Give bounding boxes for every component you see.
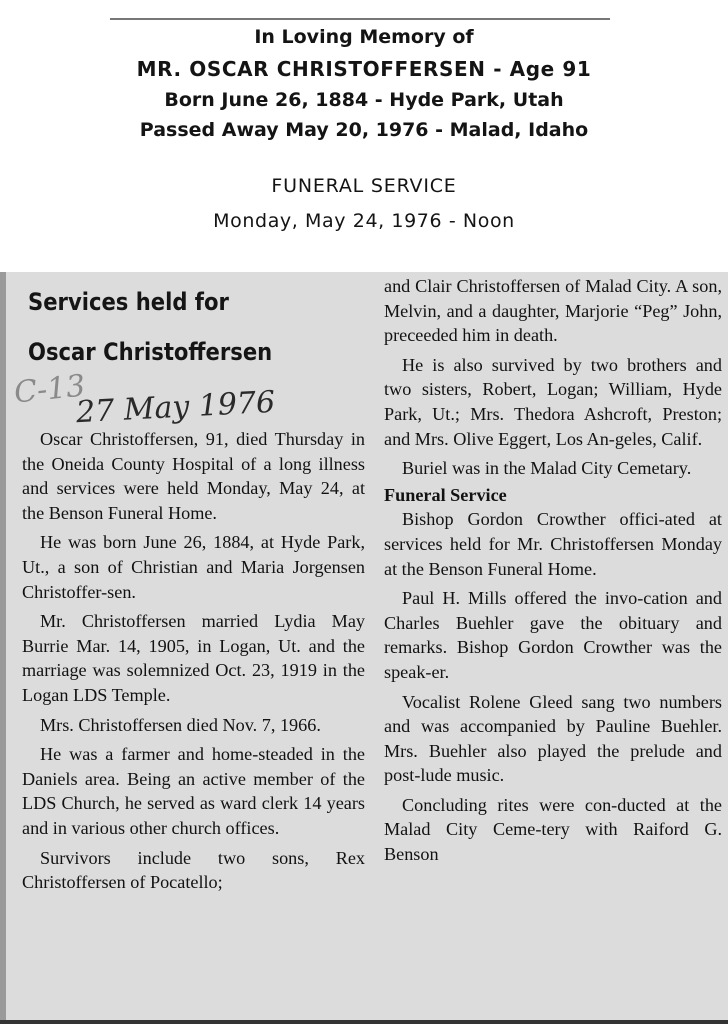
article-paragraph: Bishop Gordon Crowther offici-ated at services held for Mr. Christoffersen Monday at the Benson Funeral Home.	[384, 509, 722, 579]
article-paragraph: Vocalist Rolene Gleed sang two numbers and was accompanied by Pauline Buehler. Mrs. Buehler also played the prelude and post-lude music.	[384, 691, 722, 786]
memorial-card	[0, 0, 728, 270]
article-subhead: Funeral Service	[384, 484, 507, 505]
article-paragraph: Oscar Christoffersen, 91, died Thursday in the Oneida County Hospital of a long illness and services were held Monday, May 24, at the Benson Funeral Home.	[22, 429, 365, 523]
article-paragraph: He is also survived by two brothers and two sisters, Robert, Logan; William, Hyde Park, Ut.; Mrs. Thedora Ashcroft, Preston; and Mrs. Olive Eggert, Los An-geles, Calif.	[384, 354, 722, 449]
card-memorial-heading: In Loving Memory of	[254, 26, 474, 48]
article-right-column	[384, 274, 722, 867]
article-paragraph: Mr. Christoffersen married Lydia May Burrie Mar. 14, 1905, in Logan, Ut. and the marriage was solemnized Oct. 23, 1919 in the Logan LDS Temple.	[22, 611, 365, 705]
clipping-bottom-edge	[0, 1020, 728, 1024]
card-death-line: Passed Away May 20, 1976 - Malad, Idaho	[139, 119, 589, 141]
article-paragraph: and Clair Christoffersen of Malad City. A son, Melvin, and a daughter, Marjorie “Peg” John, preceeded him in death.	[384, 276, 722, 346]
article-paragraph: Concluding rites were con-ducted at the Malad City Ceme-tery with Raiford G. Benson	[384, 794, 722, 865]
article-paragraph: He was born June 26, 1884, at Hyde Park, Ut., a son of Christian and Maria Jorgensen Christoffer-sen.	[22, 532, 365, 602]
article-paragraph: Mrs. Christoffersen died Nov. 7, 1966.	[40, 714, 321, 735]
card-service-date: Monday, May 24, 1976 - Noon	[213, 210, 515, 232]
card-service-heading: FUNERAL SERVICE	[271, 175, 457, 197]
article-paragraph: Paul H. Mills offered the invo-cation and Charles Buehler gave the obituary and remarks. Bishop Gordon Crowther was the speak-er.	[384, 588, 722, 682]
handwritten-code: C-13	[12, 368, 87, 411]
headline-line-1: Services held for	[28, 288, 229, 316]
article-paragraph: Survivors include two sons, Rex Christoffersen of Pocatello;	[22, 847, 365, 893]
article-paragraph: Buriel was in the Malad City Cemetary.	[402, 458, 692, 479]
clipping-left-edge	[0, 272, 6, 1024]
headline-line-2: Oscar Christoffersen	[28, 338, 273, 366]
article-paragraph: He was a farmer and home-steaded in the Daniels area. Being an active member of the LDS Church, he served as ward clerk 14 years and in various other church offices.	[22, 744, 365, 838]
card-deceased-name: MR. OSCAR CHRISTOFFERSEN - Age 91	[136, 57, 592, 81]
newspaper-clipping	[0, 272, 728, 1024]
card-birth-line: Born June 26, 1884 - Hyde Park, Utah	[164, 89, 564, 111]
card-top-rule	[110, 18, 610, 20]
article-left-column	[22, 427, 365, 895]
handwritten-date: 27 May 1976	[75, 384, 276, 431]
